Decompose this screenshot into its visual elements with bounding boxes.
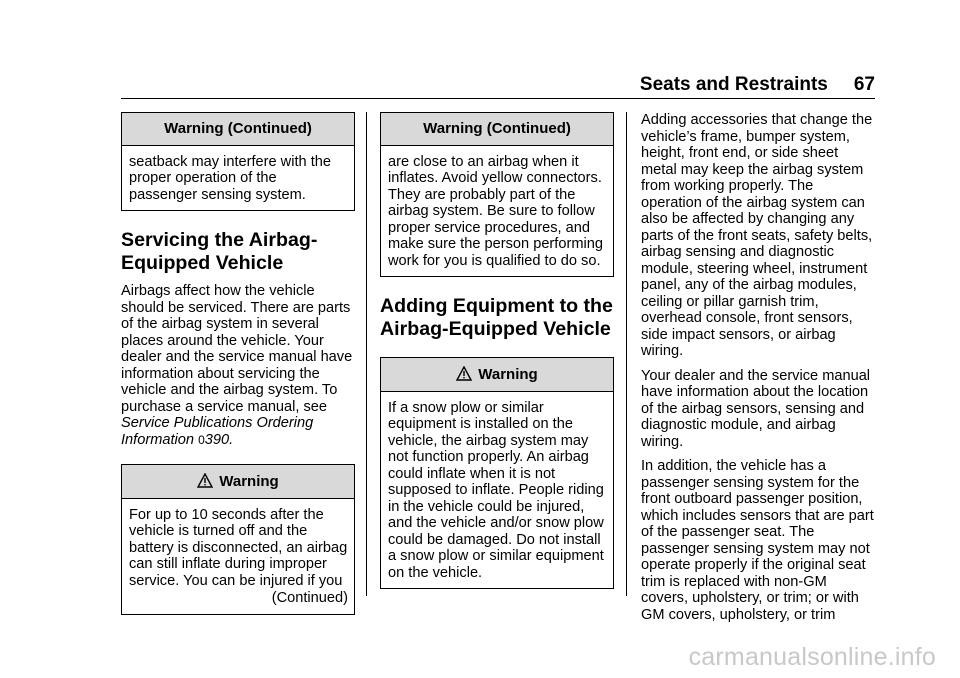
column-divider xyxy=(366,112,367,596)
watermark: carmanualsonline.info xyxy=(688,643,936,671)
paragraph: Your dealer and the service manual have information about the location of the airbag sensors, sensing and diagnostic module, and airbag wiring. xyxy=(641,367,871,450)
warning-box-continued xyxy=(380,112,614,277)
warning-box-title: Warning (Continued) xyxy=(122,113,354,146)
paragraph: In addition, the vehicle has a passenger sensing system for the front outboard passenger position, which includes sensors that are part of the passenger seat. The passenger sensing system may not operate properly if the original seat trim is replaced with non-GM covers, upholstery, or trim; or with GM covers, upholstery, or trim xyxy=(641,458,874,623)
section-heading: Adding Equipment to the Airbag-Equipped Vehicle xyxy=(380,295,613,340)
warning-box-continued xyxy=(121,112,355,211)
paragraph xyxy=(121,283,355,448)
column-divider xyxy=(626,112,627,596)
column-middle xyxy=(380,112,614,589)
warning-box-title: Warning (Continued) xyxy=(381,113,613,146)
paragraph-end: . xyxy=(229,431,234,448)
column-left xyxy=(121,112,355,615)
warning-box xyxy=(121,464,355,615)
warning-box xyxy=(380,357,614,589)
continued-label: (Continued) xyxy=(271,590,348,606)
page-ref-number[interactable]: 390 xyxy=(204,431,230,448)
warning-box-header xyxy=(381,358,613,392)
warning-box-header xyxy=(122,465,354,499)
page-ref-icon: 0 xyxy=(198,432,205,447)
warning-box-body xyxy=(122,499,354,614)
section-title: Seats and Restraints xyxy=(639,74,828,95)
section-heading: Servicing the Airbag-Equipped Vehicle xyxy=(121,229,318,274)
cross-reference-link[interactable]: Service Publications Ordering Information xyxy=(121,415,314,448)
warning-box-title: Warning xyxy=(478,366,538,383)
paragraph-text: Airbags affect how the vehicle should be serviced. There are parts of the airbag system in several places around the vehicle. Your dealer and the service manual have information about servicing the vehicle and the airbag system. To purchase a service manual, see xyxy=(121,283,353,415)
warning-box-body: If a snow plow or similar equipment is installed on the vehicle, the airbag system may not function properly. An airbag could inflate when it is not supposed to inflate. People riding in the vehicle could be injured, and the vehicle and/or snow plow could be damaged. Do not install a snow plow or similar equipment on the vehicle. xyxy=(388,399,604,581)
warning-box-body: seatback may interfere with the proper operation of the passenger sensing system. xyxy=(129,153,331,203)
warning-text: For up to 10 seconds after the vehicle is turned off and the battery is disconnected, an airbag can still inflate during improper service. You can be injured if you xyxy=(129,506,348,589)
page-number: 67 xyxy=(853,74,875,95)
warning-box-title: Warning xyxy=(219,473,279,490)
paragraph: Adding accessories that change the vehicle’s frame, bumper system, height, front end, or side sheet metal may keep the airbag system from working properly. The operation of the airbag system can also be affected by changing any parts of the front seats, safety belts, airbag sensing and diagnostic module, steering wheel, instrument panel, any of the airbag modules, ceiling or pillar garnish trim, overhead console, front sensors, side impact sensors, or airbag wiring. xyxy=(641,112,873,359)
warning-box-body: are close to an airbag when it inflates. Avoid yellow connectors. They are probably part of the airbag system. Be sure to follow proper service procedures, and make sure the person performing work for you is qualified to do so. xyxy=(388,153,603,269)
warning-triangle-icon xyxy=(197,473,213,491)
header-rule xyxy=(121,98,875,99)
warning-triangle-icon xyxy=(456,366,472,384)
column-right xyxy=(641,112,877,631)
page-header xyxy=(640,74,875,96)
